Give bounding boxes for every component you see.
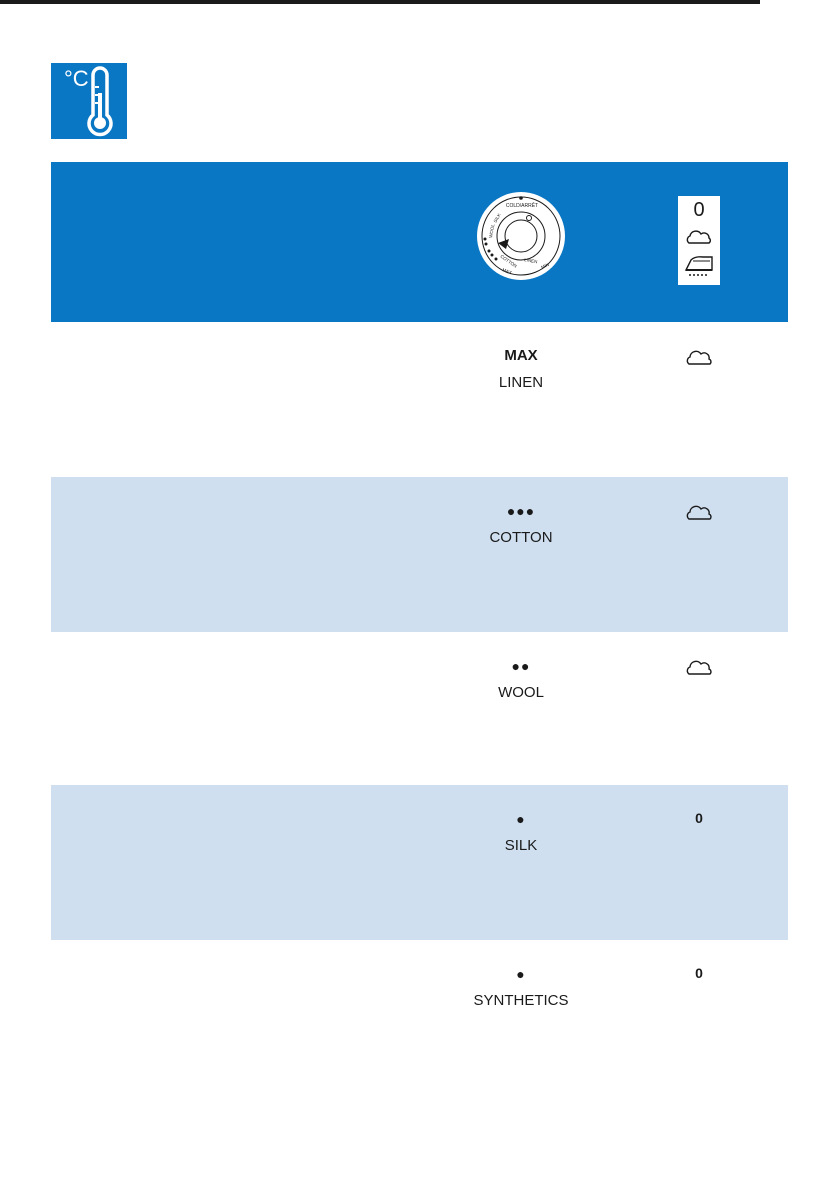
fabric-type: SILK [504,837,538,854]
dial-label-max: MAX [501,267,513,276]
fabric-type: SYNTHETICS [473,992,569,1009]
table-row-silk [51,785,788,940]
settings-table-header [51,162,788,322]
iron-icon [683,254,715,278]
table-row-wool [51,632,788,787]
celsius-unit-label: °C [64,66,89,91]
dial-label-min: MIN [540,261,550,270]
no-steam-label: 0 [695,965,703,981]
dial-label-cotton: COTTON [499,253,518,269]
table-row-cotton [51,477,788,632]
steam-setting-legend [678,196,720,285]
temperature-setting-dots: ● [516,966,526,982]
temperature-setting: MAX [504,347,538,364]
table-row-synthetics [51,940,788,1095]
thermometer-icon [51,63,127,139]
fabric-type: WOOL [498,684,544,701]
temperature-setting-dots: ● [516,811,526,827]
legend-no-steam-label: 0 [693,199,705,221]
steam-cloud-icon [685,660,715,676]
dial-label-wool: WOOL [488,223,496,239]
table-row-linen [51,322,788,477]
top-rule [0,0,760,4]
steam-cloud-icon [685,229,713,245]
fabric-type: COTTON [489,529,553,546]
dial-label-cold: COLD/ARRÊT [505,203,539,209]
no-steam-label: 0 [695,810,703,826]
fabric-type: LINEN [498,374,544,391]
dial-label-silk: SILK [492,212,502,224]
steam-cloud-icon [685,505,715,521]
steam-cloud-icon [685,350,715,366]
temperature-dial-icon [476,191,566,281]
temperature-section-icon [51,63,127,139]
dial-label-linen: LINEN [523,257,538,265]
temperature-setting-dots: ●●● [506,503,536,519]
temperature-setting-dots: ●● [511,658,531,674]
